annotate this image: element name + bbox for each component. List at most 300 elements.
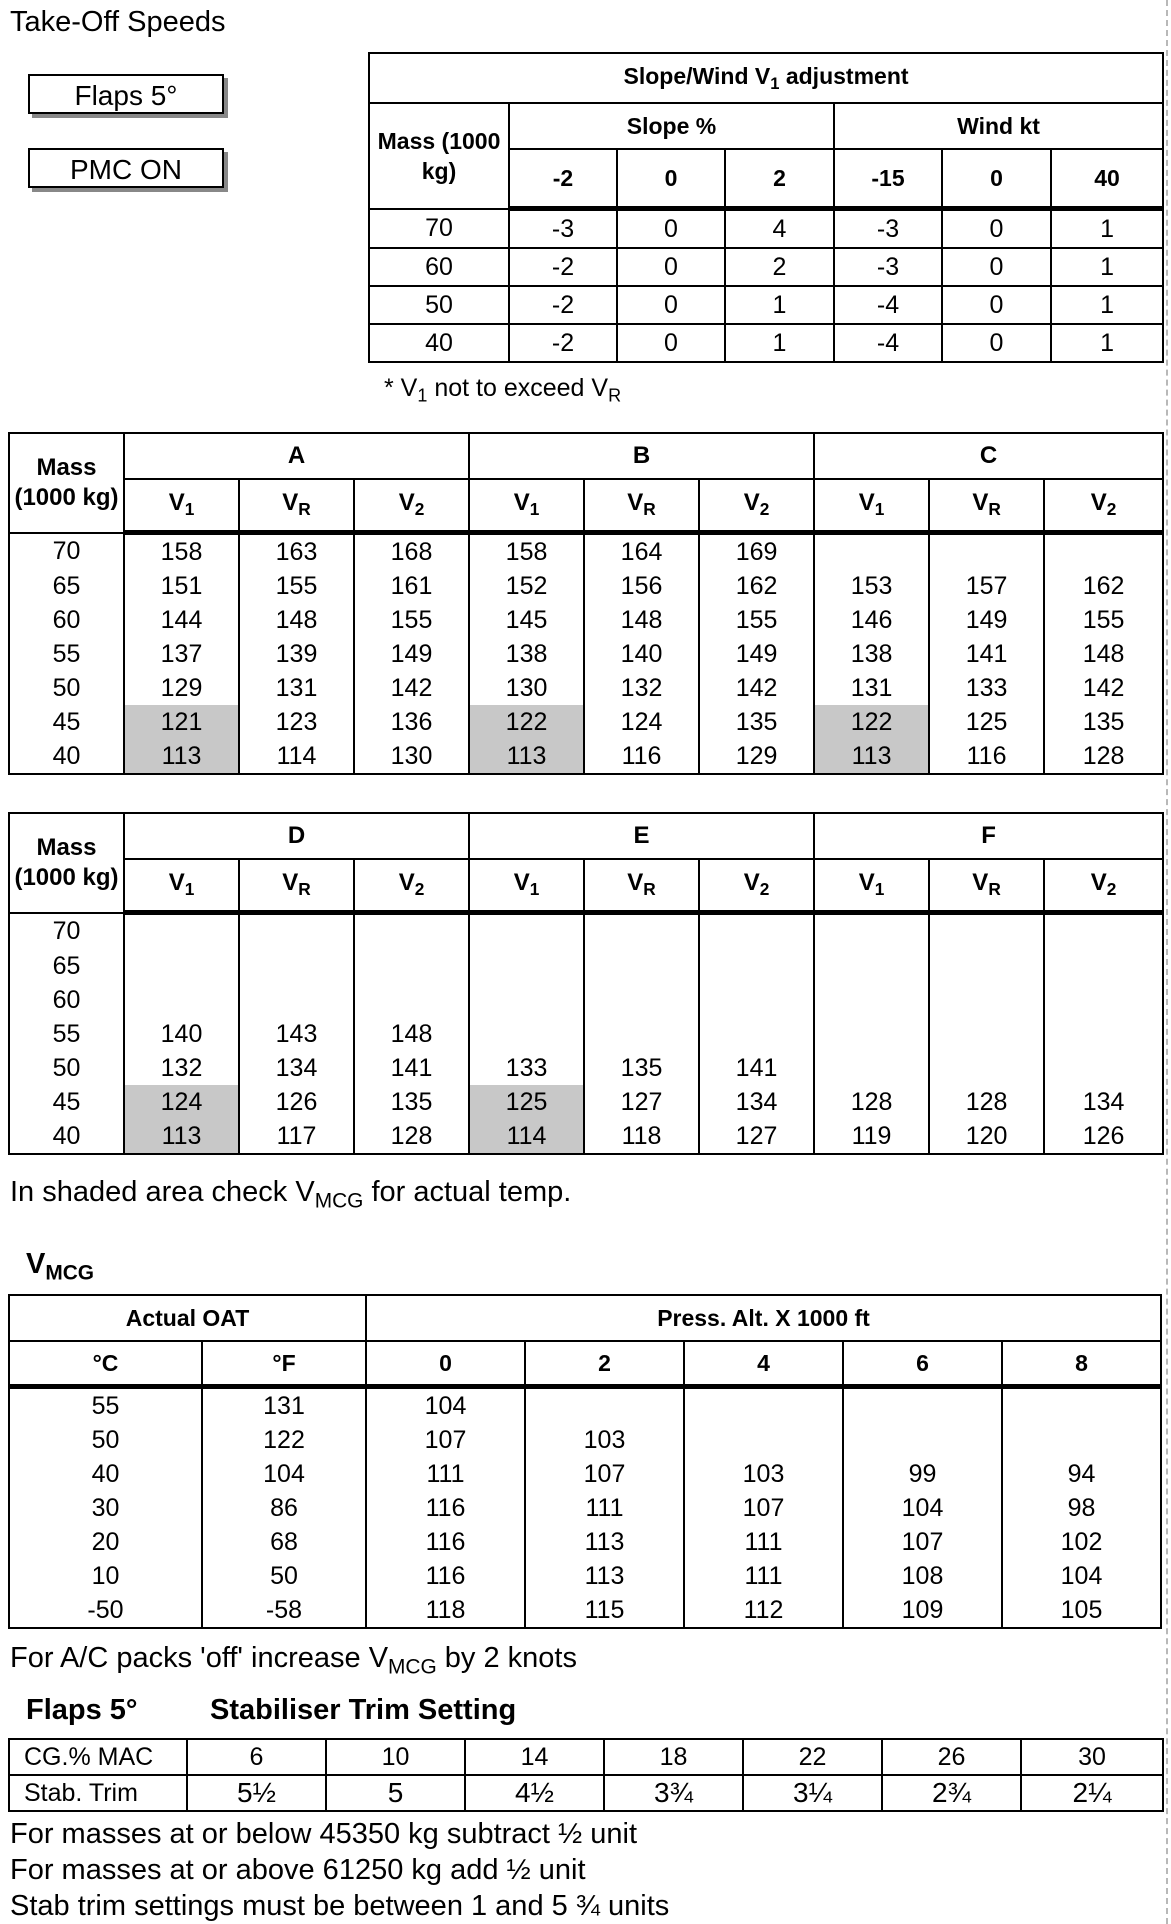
table-cell <box>525 1387 684 1424</box>
table-cell: 107 <box>366 1423 525 1457</box>
celsius-header: °C <box>9 1341 202 1387</box>
table-cell: 20 <box>9 1525 202 1559</box>
table-cell <box>843 1387 1002 1424</box>
table-cell: 127 <box>699 1119 814 1154</box>
table-cell <box>699 983 814 1017</box>
table-row <box>9 705 1163 739</box>
stab-trim-label: Stab. Trim <box>9 1775 187 1811</box>
table-cell: 70 <box>9 913 124 950</box>
table-cell <box>1044 949 1163 983</box>
table-cell: 0 <box>942 324 1051 362</box>
pmc-on-button[interactable]: PMC ON <box>28 148 224 188</box>
table-cell: 0 <box>617 286 725 324</box>
table-cell: 113 <box>124 1119 239 1154</box>
table-cell <box>584 949 699 983</box>
wind-header: Wind kt <box>834 103 1163 149</box>
table-cell: 125 <box>469 1085 584 1119</box>
table-row <box>9 1119 1163 1154</box>
table-cell: 105 <box>1002 1593 1161 1628</box>
table-cell: 65 <box>9 569 124 603</box>
group-a-header: A <box>124 433 469 479</box>
table-cell: 142 <box>354 671 469 705</box>
table-cell: 155 <box>699 603 814 637</box>
table-cell: 116 <box>584 739 699 774</box>
table-cell: 1 <box>1051 248 1163 286</box>
table-row <box>9 949 1163 983</box>
table-cell: 128 <box>354 1119 469 1154</box>
table-cell <box>354 913 469 950</box>
table-cell: 99 <box>843 1457 1002 1491</box>
table-cell: 1 <box>725 324 834 362</box>
table-row <box>9 1525 1161 1559</box>
speed-table-def <box>8 812 1164 1155</box>
table-cell: 113 <box>525 1525 684 1559</box>
table-cell: 162 <box>699 569 814 603</box>
table-cell <box>469 1017 584 1051</box>
trim-note: For masses at or below 45350 kg subtract ½ unit <box>10 1818 638 1850</box>
table-cell: 131 <box>202 1387 366 1424</box>
speed-col-headers <box>9 479 1163 533</box>
alt-column-header: 8 <box>1002 1341 1161 1387</box>
table-cell: 140 <box>584 637 699 671</box>
table-cell <box>1002 1423 1161 1457</box>
table-cell: 107 <box>843 1525 1002 1559</box>
table-cell: -2 <box>509 248 617 286</box>
table-cell: 148 <box>354 1017 469 1051</box>
table-cell: 45 <box>9 1085 124 1119</box>
table-cell: 130 <box>354 739 469 774</box>
table-cell: 70 <box>369 209 509 249</box>
table-cell: 4 <box>725 209 834 249</box>
table-cell: 135 <box>584 1051 699 1085</box>
page-title: Take-Off Speeds <box>10 6 226 38</box>
table-row <box>9 671 1163 705</box>
table-cell: 134 <box>239 1051 354 1085</box>
table-row <box>369 209 1163 249</box>
table-row <box>9 1051 1163 1085</box>
cg-mac-label: CG.% MAC <box>9 1739 187 1775</box>
table-cell <box>124 913 239 950</box>
table-cell: 128 <box>814 1085 929 1119</box>
table-cell: 102 <box>1002 1525 1161 1559</box>
table-cell: 169 <box>699 533 814 570</box>
table-cell <box>929 1051 1044 1085</box>
table-cell <box>354 949 469 983</box>
table-cell: 124 <box>124 1085 239 1119</box>
table-cell: 2 <box>725 248 834 286</box>
table-cell: 128 <box>929 1085 1044 1119</box>
table-row <box>9 533 1163 570</box>
table-cell: 126 <box>239 1085 354 1119</box>
table-cell <box>1044 983 1163 1017</box>
packs-off-note: For A/C packs 'off' increase $V_{MCG}$ by 2 knots <box>10 1642 577 1679</box>
table-cell: 122 <box>814 705 929 739</box>
speed-column-header: $V_1$ <box>814 479 929 533</box>
table-cell: 0 <box>617 209 725 249</box>
table-cell: 104 <box>843 1491 1002 1525</box>
table-cell <box>814 913 929 950</box>
table-cell: 161 <box>354 569 469 603</box>
table-cell: 111 <box>684 1559 843 1593</box>
cg-mac-value: 18 <box>604 1739 743 1775</box>
speed-column-header: $V_2$ <box>1044 859 1163 913</box>
table-cell: 139 <box>239 637 354 671</box>
table-row <box>9 1423 1161 1457</box>
table-cell <box>684 1423 843 1457</box>
trim-note: Stab trim settings must be between 1 and 5 ¾ units <box>10 1890 670 1922</box>
group-f-header: F <box>814 813 1163 859</box>
column-header: 2 <box>725 149 834 209</box>
speed-column-header: $V_R$ <box>584 479 699 533</box>
table-cell <box>699 913 814 950</box>
table-cell: 114 <box>239 739 354 774</box>
table-cell: 145 <box>469 603 584 637</box>
table-cell: 116 <box>366 1525 525 1559</box>
group-e-header: E <box>469 813 814 859</box>
table-cell: 118 <box>366 1593 525 1628</box>
table-cell: 128 <box>1044 739 1163 774</box>
table-cell: 157 <box>929 569 1044 603</box>
table-cell: -50 <box>9 1593 202 1628</box>
table-cell: 163 <box>239 533 354 570</box>
v1-note: * $V_1$ not to exceed $V_R$ <box>384 374 622 406</box>
stab-trim-value: 4½ <box>465 1775 604 1811</box>
speed-column-header: $V_2$ <box>354 859 469 913</box>
table-cell: 108 <box>843 1559 1002 1593</box>
speed-column-header: $V_1$ <box>469 859 584 913</box>
table-cell: 70 <box>9 533 124 570</box>
speed-column-header: $V_R$ <box>929 479 1044 533</box>
table-cell: 151 <box>124 569 239 603</box>
table-cell <box>814 1051 929 1085</box>
table-cell: 0 <box>617 248 725 286</box>
table-cell <box>124 949 239 983</box>
table-cell: 40 <box>369 324 509 362</box>
table-cell: 40 <box>9 1457 202 1491</box>
table-cell: 103 <box>525 1423 684 1457</box>
table-cell <box>469 983 584 1017</box>
table-cell: 138 <box>469 637 584 671</box>
table-cell: 68 <box>202 1525 366 1559</box>
table-cell: 142 <box>1044 671 1163 705</box>
table-cell: 152 <box>469 569 584 603</box>
table-cell: 148 <box>1044 637 1163 671</box>
table-cell: 132 <box>124 1051 239 1085</box>
table-cell: 137 <box>124 637 239 671</box>
table-cell: 162 <box>1044 569 1163 603</box>
table-cell <box>814 949 929 983</box>
table-cell <box>239 949 354 983</box>
alt-column-header: 0 <box>366 1341 525 1387</box>
table-cell: 155 <box>354 603 469 637</box>
table-cell: 117 <box>239 1119 354 1154</box>
table-cell: 1 <box>1051 209 1163 249</box>
table-cell: 118 <box>584 1119 699 1154</box>
table-cell: 142 <box>699 671 814 705</box>
slope-rows <box>369 209 1163 363</box>
shaded-area-note: In shaded area check $V_{MCG}$ for actual temp. <box>10 1176 572 1213</box>
table-row <box>369 286 1163 324</box>
table-cell: 141 <box>929 637 1044 671</box>
column-header: -15 <box>834 149 942 209</box>
table-cell: -3 <box>834 248 942 286</box>
table-cell: 143 <box>239 1017 354 1051</box>
table-cell: 141 <box>699 1051 814 1085</box>
table-cell: 50 <box>9 671 124 705</box>
table-cell <box>684 1387 843 1424</box>
table-cell: 138 <box>814 637 929 671</box>
table-cell: 50 <box>369 286 509 324</box>
table-row <box>9 913 1163 950</box>
mass-header: Mass (1000 kg) <box>369 103 509 209</box>
table-row <box>9 1017 1163 1051</box>
table-cell: -3 <box>509 209 617 249</box>
table-cell: 40 <box>9 1119 124 1154</box>
table-cell: 158 <box>469 533 584 570</box>
table-cell: 45 <box>9 705 124 739</box>
table-cell: 120 <box>929 1119 1044 1154</box>
table-cell: 148 <box>584 603 699 637</box>
table-row <box>9 1593 1161 1628</box>
speed-column-header: $V_2$ <box>354 479 469 533</box>
vmcg-rows <box>9 1387 1161 1629</box>
table-cell: 158 <box>124 533 239 570</box>
table-cell <box>699 949 814 983</box>
trim-note: For masses at or above 61250 kg add ½ unit <box>10 1854 586 1886</box>
table-cell: 60 <box>9 983 124 1017</box>
table-cell: 104 <box>366 1387 525 1424</box>
table-cell: 0 <box>942 286 1051 324</box>
speed-column-header: $V_R$ <box>239 859 354 913</box>
stab-trim-value: 3¾ <box>604 1775 743 1811</box>
table-cell <box>929 1017 1044 1051</box>
table-row <box>9 1457 1161 1491</box>
table-cell: 112 <box>684 1593 843 1628</box>
table-cell: 146 <box>814 603 929 637</box>
table-cell <box>1044 1051 1163 1085</box>
table-cell <box>814 533 929 570</box>
table-cell: 116 <box>366 1559 525 1593</box>
alt-column-header: 4 <box>684 1341 843 1387</box>
table-cell: 130 <box>469 671 584 705</box>
table-cell <box>929 913 1044 950</box>
speed-column-header: $V_2$ <box>699 479 814 533</box>
table-cell: 60 <box>369 248 509 286</box>
table-cell <box>354 983 469 1017</box>
table-cell: 55 <box>9 1387 202 1424</box>
stab-trim-value: 2¼ <box>1021 1775 1163 1811</box>
table-cell: 1 <box>725 286 834 324</box>
table-cell: 107 <box>525 1457 684 1491</box>
table-cell: 111 <box>525 1491 684 1525</box>
table-cell: 134 <box>1044 1085 1163 1119</box>
table-cell: 131 <box>239 671 354 705</box>
table-cell: 40 <box>9 739 124 774</box>
table-cell <box>1002 1387 1161 1424</box>
table-cell <box>584 1017 699 1051</box>
vmcg-table <box>8 1294 1162 1629</box>
table-cell <box>1044 533 1163 570</box>
trim-flaps-label: Flaps 5° <box>26 1694 138 1726</box>
column-header: -2 <box>509 149 617 209</box>
speed-rows-def <box>9 913 1163 1155</box>
table-cell: 168 <box>354 533 469 570</box>
table-cell: 129 <box>124 671 239 705</box>
table-cell: 129 <box>699 739 814 774</box>
table-cell: 65 <box>9 949 124 983</box>
table-cell: -2 <box>509 286 617 324</box>
alt-column-header: 6 <box>843 1341 1002 1387</box>
table-cell <box>1044 913 1163 950</box>
table-cell: 164 <box>584 533 699 570</box>
group-c-header: C <box>814 433 1163 479</box>
cg-mac-value: 14 <box>465 1739 604 1775</box>
cg-mac-value: 30 <box>1021 1739 1163 1775</box>
table-cell: 1 <box>1051 324 1163 362</box>
trim-title: Stabiliser Trim Setting <box>210 1694 517 1726</box>
table-cell: 125 <box>929 705 1044 739</box>
fahrenheit-header: °F <box>202 1341 366 1387</box>
slope-header: Slope % <box>509 103 834 149</box>
speed-column-header: $V_R$ <box>929 859 1044 913</box>
table-row <box>9 1491 1161 1525</box>
cg-mac-value: 22 <box>743 1739 882 1775</box>
table-cell <box>124 983 239 1017</box>
vmcg-heading: $V_{MCG}$ <box>26 1248 95 1285</box>
table-cell: 0 <box>942 248 1051 286</box>
table-cell: 113 <box>525 1559 684 1593</box>
table-cell: 107 <box>684 1491 843 1525</box>
table-cell: 149 <box>354 637 469 671</box>
table-cell: 155 <box>1044 603 1163 637</box>
table-cell: -4 <box>834 324 942 362</box>
table-cell: 55 <box>9 637 124 671</box>
table-cell <box>469 913 584 950</box>
mass-header: Mass (1000 kg) <box>9 433 124 533</box>
table-cell: 135 <box>699 705 814 739</box>
table-cell <box>584 983 699 1017</box>
table-cell: 109 <box>843 1593 1002 1628</box>
cg-mac-value: 6 <box>187 1739 326 1775</box>
table-cell: 115 <box>525 1593 684 1628</box>
speed-rows-abc <box>9 533 1163 775</box>
stab-trim-value: 5 <box>326 1775 465 1811</box>
table-row <box>9 1559 1161 1593</box>
cg-mac-value: 10 <box>326 1739 465 1775</box>
table-cell: 126 <box>1044 1119 1163 1154</box>
stab-trim-table <box>8 1738 1164 1812</box>
table-cell: 133 <box>929 671 1044 705</box>
table-cell: 50 <box>9 1051 124 1085</box>
table-cell <box>239 913 354 950</box>
table-cell: 60 <box>9 603 124 637</box>
table-cell <box>929 533 1044 570</box>
press-alt-header: Press. Alt. X 1000 ft <box>366 1295 1161 1341</box>
column-header: 0 <box>617 149 725 209</box>
table-cell: 122 <box>202 1423 366 1457</box>
table-cell: -4 <box>834 286 942 324</box>
table-row <box>9 739 1163 774</box>
table-cell: 149 <box>929 603 1044 637</box>
speed-column-header: $V_1$ <box>124 479 239 533</box>
table-cell: 116 <box>366 1491 525 1525</box>
table-cell: 55 <box>9 1017 124 1051</box>
table-row <box>9 569 1163 603</box>
table-cell: 135 <box>1044 705 1163 739</box>
table-cell: 123 <box>239 705 354 739</box>
table-cell: 30 <box>9 1491 202 1525</box>
table-row <box>9 1085 1163 1119</box>
table-cell: 119 <box>814 1119 929 1154</box>
table-cell: 104 <box>202 1457 366 1491</box>
cg-mac-value: 26 <box>882 1739 1021 1775</box>
table-cell: 124 <box>584 705 699 739</box>
stab-trim-value: 3¼ <box>743 1775 882 1811</box>
table-cell: 0 <box>942 209 1051 249</box>
table-cell <box>814 1017 929 1051</box>
page-edge-dashed-line <box>1166 0 1168 1924</box>
mass-header: Mass (1000 kg) <box>9 813 124 913</box>
table-cell <box>1044 1017 1163 1051</box>
table-cell <box>814 983 929 1017</box>
table-cell <box>929 949 1044 983</box>
table-cell: 156 <box>584 569 699 603</box>
table-cell: 10 <box>9 1559 202 1593</box>
table-cell: 103 <box>684 1457 843 1491</box>
table-row <box>9 983 1163 1017</box>
table-cell: 136 <box>354 705 469 739</box>
table-cell: 113 <box>124 739 239 774</box>
speed-column-header: $V_2$ <box>699 859 814 913</box>
table-cell: 141 <box>354 1051 469 1085</box>
table-row <box>369 324 1163 362</box>
actual-oat-header: Actual OAT <box>9 1295 366 1341</box>
table-cell: 116 <box>929 739 1044 774</box>
flaps-5-button[interactable]: Flaps 5° <box>28 74 224 114</box>
table-cell <box>239 983 354 1017</box>
speed-col-headers <box>9 859 1163 913</box>
table-cell: 155 <box>239 569 354 603</box>
table-cell: 149 <box>699 637 814 671</box>
table-cell: 153 <box>814 569 929 603</box>
table-cell: 0 <box>617 324 725 362</box>
speed-column-header: $V_R$ <box>584 859 699 913</box>
stab-trim-value: 2¾ <box>882 1775 1021 1811</box>
table-cell: 127 <box>584 1085 699 1119</box>
table-cell: 86 <box>202 1491 366 1525</box>
table-cell: 122 <box>469 705 584 739</box>
speed-column-header: $V_R$ <box>239 479 354 533</box>
table-cell <box>843 1423 1002 1457</box>
table-cell: 134 <box>699 1085 814 1119</box>
table-cell: 121 <box>124 705 239 739</box>
table-cell <box>929 983 1044 1017</box>
table-cell: 50 <box>202 1559 366 1593</box>
speed-column-header: $V_1$ <box>814 859 929 913</box>
slope-wind-table <box>368 52 1164 363</box>
table-cell: 1 <box>1051 286 1163 324</box>
alt-column-header: 2 <box>525 1341 684 1387</box>
table-row <box>9 1387 1161 1424</box>
slope-wind-header: Slope/Wind $V_1$ adjustment <box>369 53 1163 103</box>
stab-trim-value: 5½ <box>187 1775 326 1811</box>
table-cell: 131 <box>814 671 929 705</box>
speed-column-header: $V_1$ <box>124 859 239 913</box>
speed-table-abc <box>8 432 1164 775</box>
column-header: 40 <box>1051 149 1163 209</box>
column-header: 0 <box>942 149 1051 209</box>
table-cell: -3 <box>834 209 942 249</box>
